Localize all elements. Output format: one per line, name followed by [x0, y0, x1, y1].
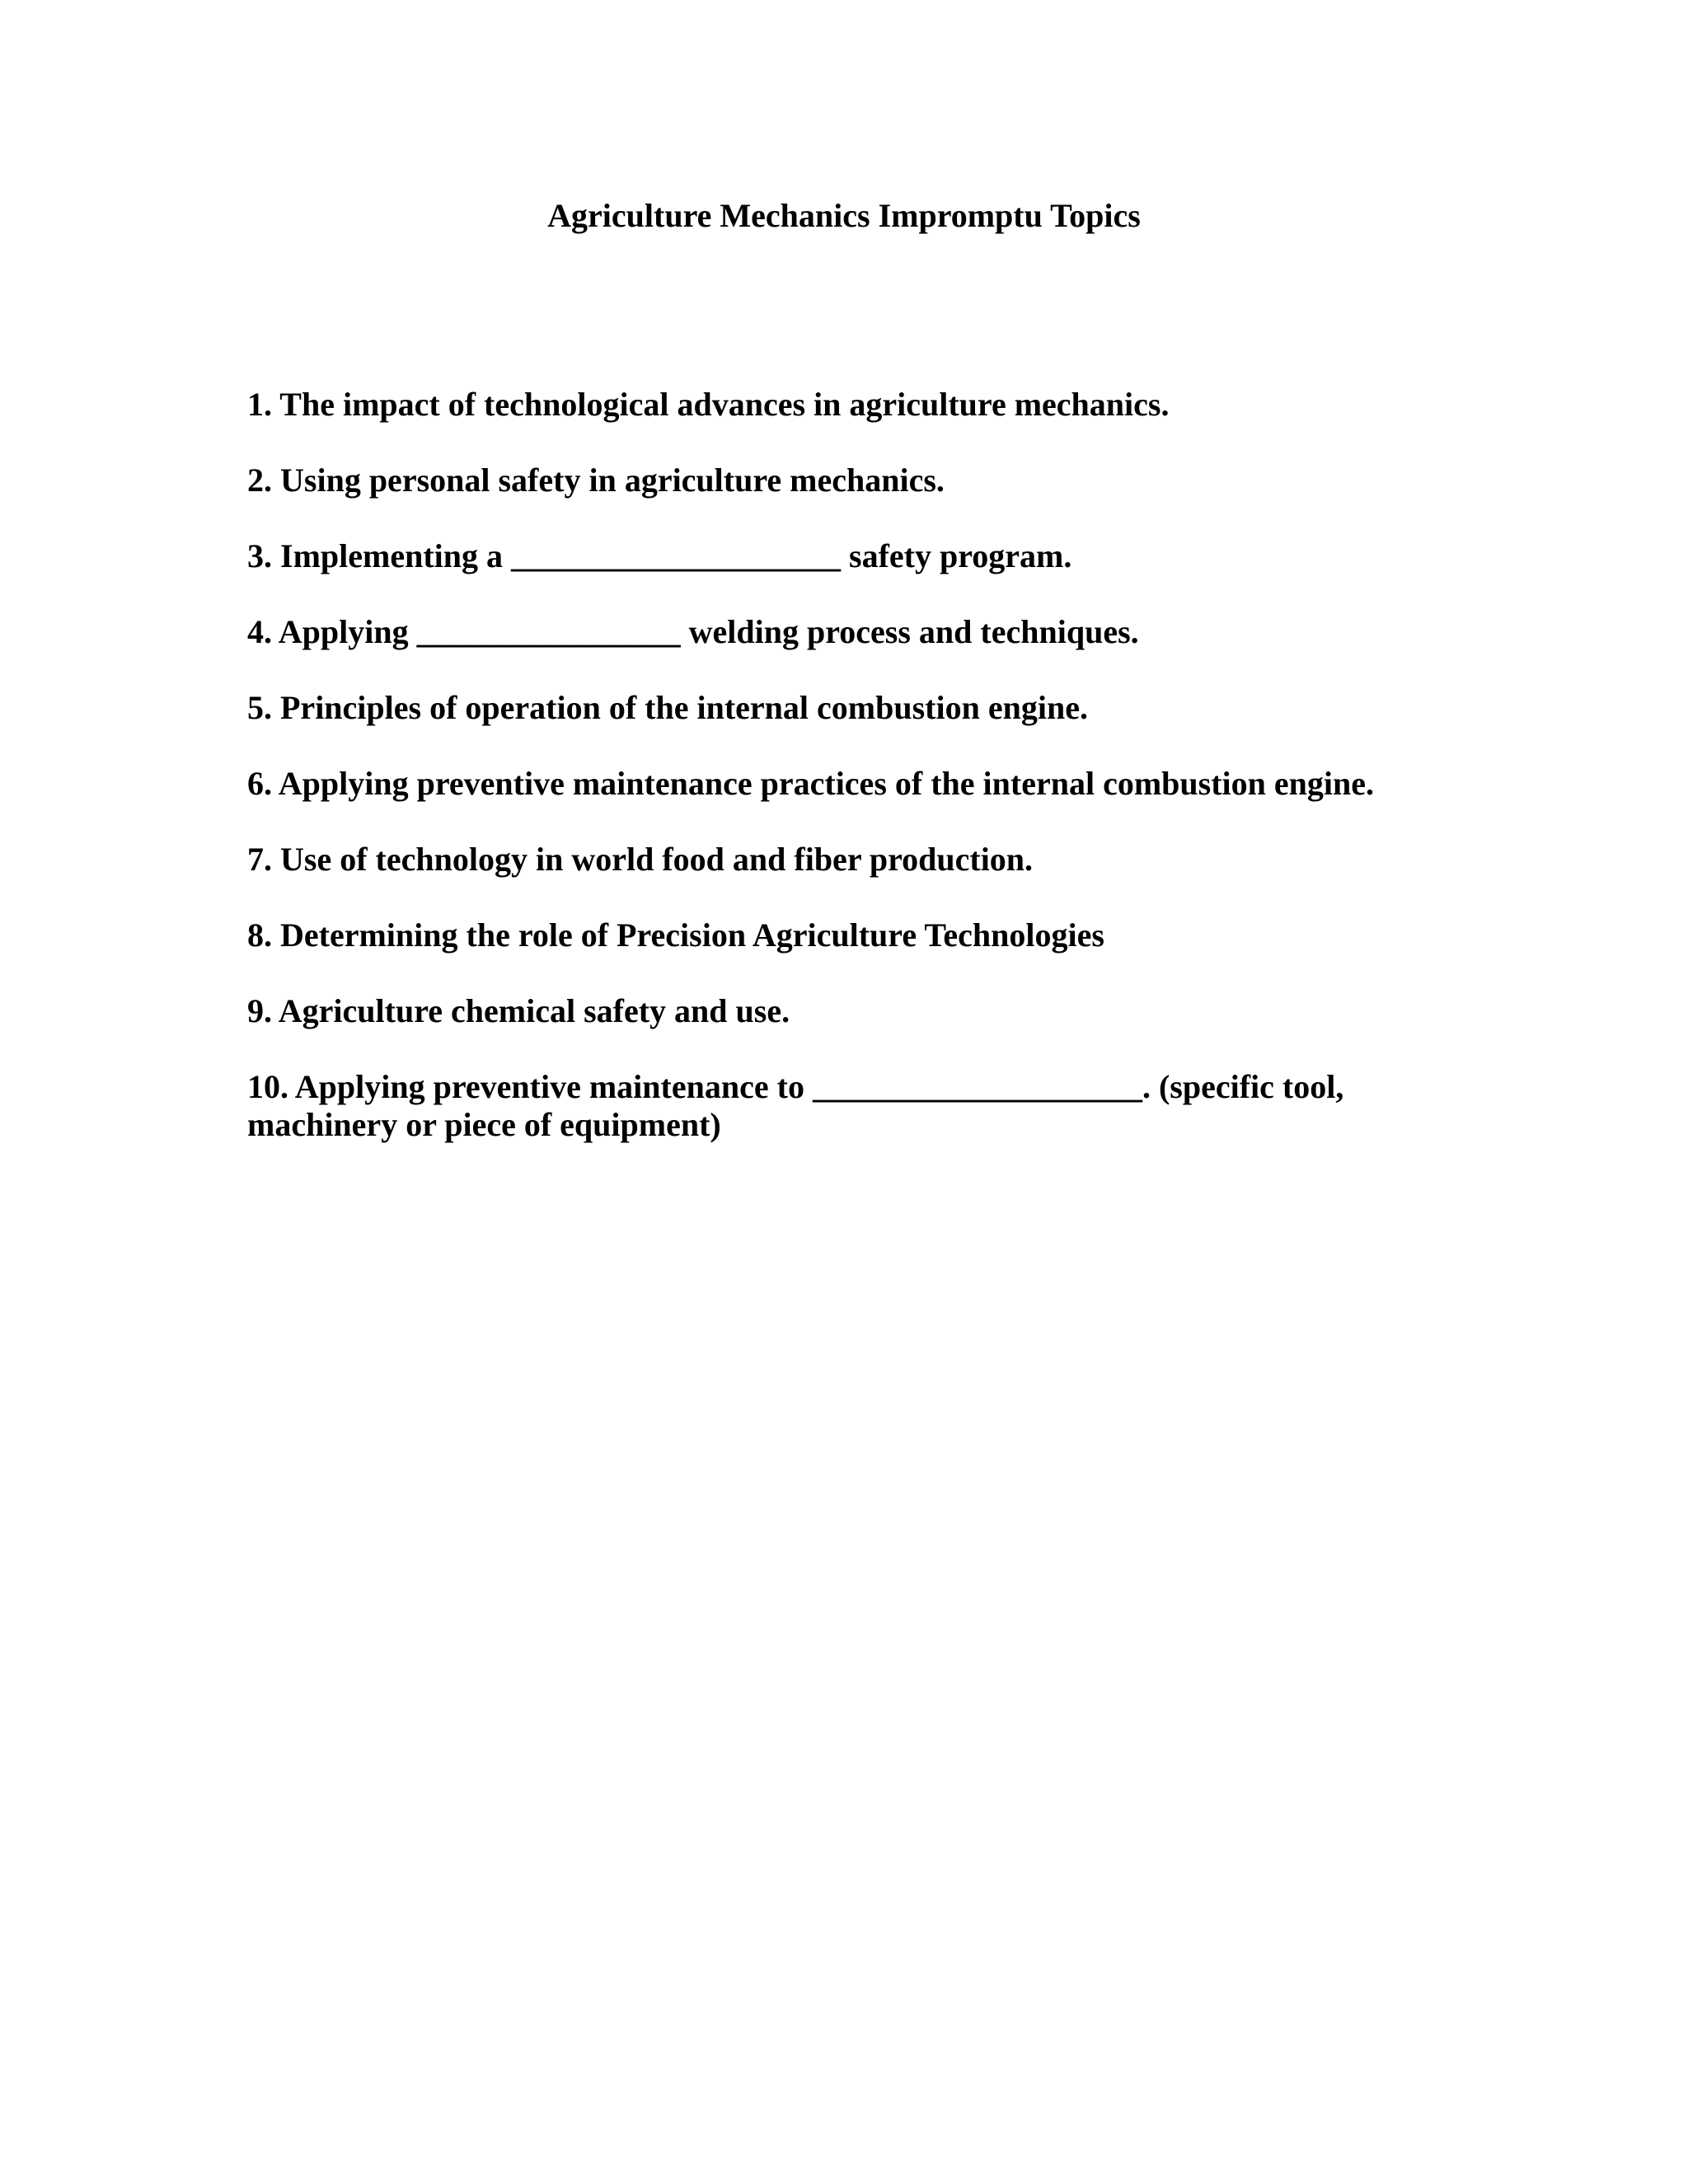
topic-item-4: 4. Applying ________________ welding process and techniques.	[247, 613, 1139, 650]
document-title: Agriculture Mechanics Impromptu Topics	[547, 197, 1141, 234]
topic-item-8: 8. Determining the role of Precision Agriculture Technologies	[247, 916, 1104, 954]
topic-item-5: 5. Principles of operation of the internal combustion engine.	[247, 689, 1088, 726]
topic-item-1: 1. The impact of technological advances in agriculture mechanics.	[247, 386, 1170, 423]
topic-item-9: 9. Agriculture chemical safety and use.	[247, 992, 790, 1029]
topic-item-2: 2. Using personal safety in agriculture mechanics.	[247, 462, 945, 499]
topic-list	[247, 386, 1451, 1182]
topic-item-10: 10. Applying preventive maintenance to ____________________. (specific tool, machinery or piece of equipment)	[247, 1068, 1344, 1143]
topic-item-3: 3. Implementing a ____________________ safety program.	[247, 537, 1072, 574]
topic-item-7: 7. Use of technology in world food and fiber production.	[247, 841, 1034, 878]
topic-item-6: 6. Applying preventive maintenance practices of the internal combustion engine.	[247, 765, 1374, 802]
